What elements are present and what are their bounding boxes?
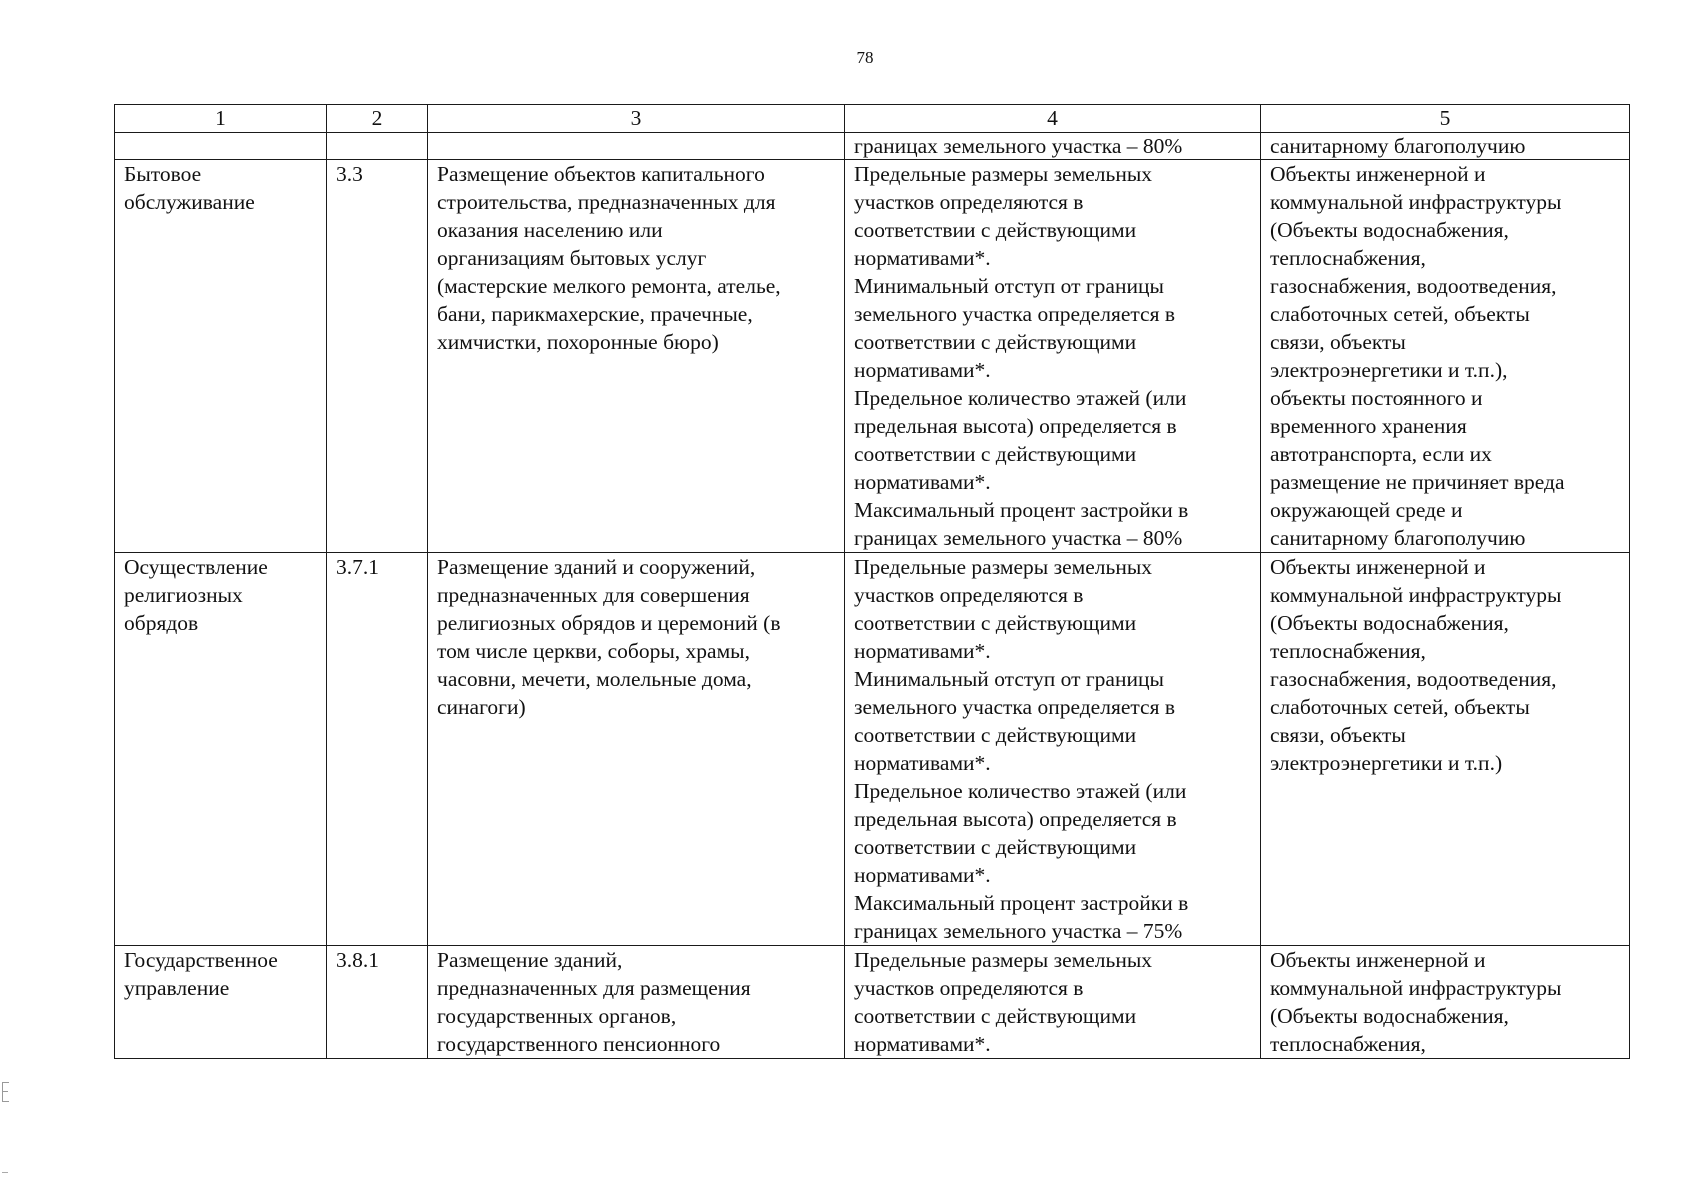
- column-header-5: 5: [1261, 105, 1630, 133]
- continuation-col2: [327, 133, 428, 160]
- continuation-col3: [428, 133, 845, 160]
- column-header-1: 1: [115, 105, 327, 133]
- column-header-2: 2: [327, 105, 428, 133]
- continuation-parameters: границах земельного участка – 80%: [845, 133, 1261, 160]
- continuation-row: [115, 133, 1630, 160]
- use-type-description: Размещение объектов капитального строительства, предназначенных для оказания населению или организациям бытовых услуг (мастерские мелкого ремонта, ателье, бани, парикмахерские, прачечные, химчистки, похоронные бюро): [428, 160, 845, 553]
- column-header-3: 3: [428, 105, 845, 133]
- use-type-parameters: Предельные размеры земельных участков определяются в соответствии с действующими нормативами*. Минимальный отступ от границы земельного участка определяется в соответствии с действующими нормативами*. Предельное количество этажей (или предельная высота) определяется в соответствии с действующими нормативами*. Максимальный процент застройки в границах земельного участка – 75%: [845, 553, 1261, 946]
- use-type-auxiliary: Объекты инженерной и коммунальной инфраструктуры (Объекты водоснабжения, теплоснабжения, газоснабжения, водоотведения, слаботочных сетей, объекты связи, объекты электроэнергетики и т.п.): [1261, 553, 1630, 946]
- table-header-row: [115, 105, 1630, 133]
- use-type-parameters: Предельные размеры земельных участков определяются в соответствии с действующими нормативами*.: [845, 946, 1261, 1059]
- use-type-auxiliary: Объекты инженерной и коммунальной инфраструктуры (Объекты водоснабжения, теплоснабжения,: [1261, 946, 1630, 1059]
- use-type-code: 3.8.1: [327, 946, 428, 1059]
- table-row: [115, 946, 1630, 1059]
- land-use-table: [114, 104, 1630, 1059]
- use-type-code: 3.7.1: [327, 553, 428, 946]
- use-type-name: Государственное управление: [115, 946, 327, 1059]
- continuation-col1: [115, 133, 327, 160]
- use-type-parameters: Предельные размеры земельных участков определяются в соответствии с действующими нормативами*. Минимальный отступ от границы земельного участка определяется в соответствии с действующими нормативами*. Предельное количество этажей (или предельная высота) определяется в соответствии с действующими нормативами*. Максимальный процент застройки в границах земельного участка – 80%: [845, 160, 1261, 553]
- use-type-code: 3.3: [327, 160, 428, 553]
- use-type-name: Осуществление религиозных обрядов: [115, 553, 327, 946]
- use-type-name: Бытовое обслуживание: [115, 160, 327, 553]
- use-type-auxiliary: Объекты инженерной и коммунальной инфраструктуры (Объекты водоснабжения, теплоснабжения, газоснабжения, водоотведения, слаботочных сетей, объекты связи, объекты электроэнергетики и т.п.), объекты постоянного и временного хранения автотранспорта, если их размещение не причиняет вреда окружающей среде и санитарному благополучию: [1261, 160, 1630, 553]
- column-header-4: 4: [845, 105, 1261, 133]
- use-type-description: Размещение зданий и сооружений, предназначенных для совершения религиозных обрядов и церемоний (в том числе церкви, соборы, храмы, часовни, мечети, молельные дома, синагоги): [428, 553, 845, 946]
- margin-tick-mark: [2, 1172, 8, 1173]
- page-number: 78: [856, 48, 874, 67]
- table-row: [115, 160, 1630, 553]
- margin-binding-mark: [2, 1082, 9, 1102]
- table-row: [115, 553, 1630, 946]
- use-type-description: Размещение зданий, предназначенных для размещения государственных органов, государственного пенсионного: [428, 946, 845, 1059]
- continuation-auxiliary: санитарному благополучию: [1261, 133, 1630, 160]
